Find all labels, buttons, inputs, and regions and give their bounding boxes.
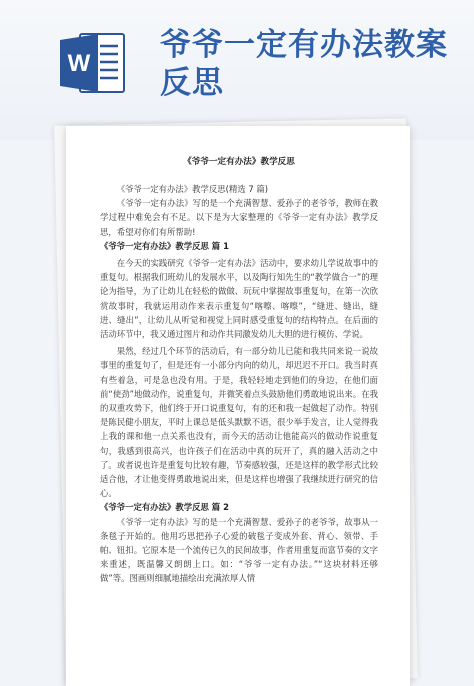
intro-line: 《爷爷一定有办法》教学反思(精选 7 篇) (116, 184, 268, 194)
word-document-icon (58, 30, 126, 96)
intro-paragraph: 《爷爷一定有办法》写的是一个充满智慧、爱孙子的老爷爷，教师在教学过程中难免会有不足。以下是为大家整理的《爷爷一定有办法》教学反思，希望对你们有所帮助! (100, 198, 378, 237)
page-title: 爷爷一定有办法教案反思 (160, 27, 448, 101)
document-title: 《爷爷一定有办法》教学反思 (183, 157, 295, 167)
section-heading-2: 《爷爷一定有办法》教学反思 篇 2 (100, 502, 229, 513)
section-1-paragraph-2: 果然，经过几个环节的活动后，有一部分幼儿已能和我共同来说一说故事里的重复句了，但是还有一小部分内向的幼儿，却迟迟不开口。我当时真有些着急，可是急也没有用。于是，我轻轻地走到他们的身边，在他们面前“使劲”地做动作，说重复句，并微笑着点头鼓励他们勇敢地说出来。在我的双重攻势下，他们终于开口说重复句，有的还和我一起做起了动作。特别是陈民健小朋友，平时上课总是低头默默不语，很少举手发言，让人觉得我上我的课和他一点关系也没有，而今天的活动让他能高兴的做动作说重复句，我感到很高兴，也许孩子们在活动中真的玩开了，真的融入活动之中了。或者说也许是重复句比较有趣，节奏感较强，还是这样的教学形式比较适合他，才让他变得勇敢地说出来，但是这样也增强了我继续进行研究的信心。 (100, 346, 378, 499)
logo-letter: W (67, 50, 91, 77)
section-heading-1: 《爷爷一定有办法》教学反思 篇 1 (100, 240, 229, 251)
document-page (66, 126, 410, 686)
section-2-paragraph-1: 《爷爷一定有办法》写的是一个充满智慧、爱孙子的老爷爷，故事从一条毯子开始的。他用巧思把孙子心爱的破毯子变成外套、背心、领带、手帕、钮扣。它原本是一个流传已久的民间故事，作者用重复而富节奏的文字来重述，既温馨又朗朗上口。如：“爷爷一定有办法。”“这块材料还够做”等。图画则细腻地描绘出充满浓厚人情 (100, 516, 378, 584)
section-1-paragraph-1: 在今天的实践研究《爷爷一定有办法》活动中，要求幼儿学说故事中的重复句。根据我们班幼儿的发展水平，以及陶行知先生的“教学做合一”的理论为指导，为了让幼儿在轻松的做做、玩玩中掌握故事重复句，在第一次欣赏故事时，我就运用动作来表示重复句“喀嚓、喀嚓”，“缝进、缝出，缝进、缝出”，让幼儿从听觉和视觉上同时感受重复句的结构特点。在后面的活动环节中，我又通过图片和动作共同激发幼儿大胆的进行模仿、学说。 (100, 258, 378, 340)
